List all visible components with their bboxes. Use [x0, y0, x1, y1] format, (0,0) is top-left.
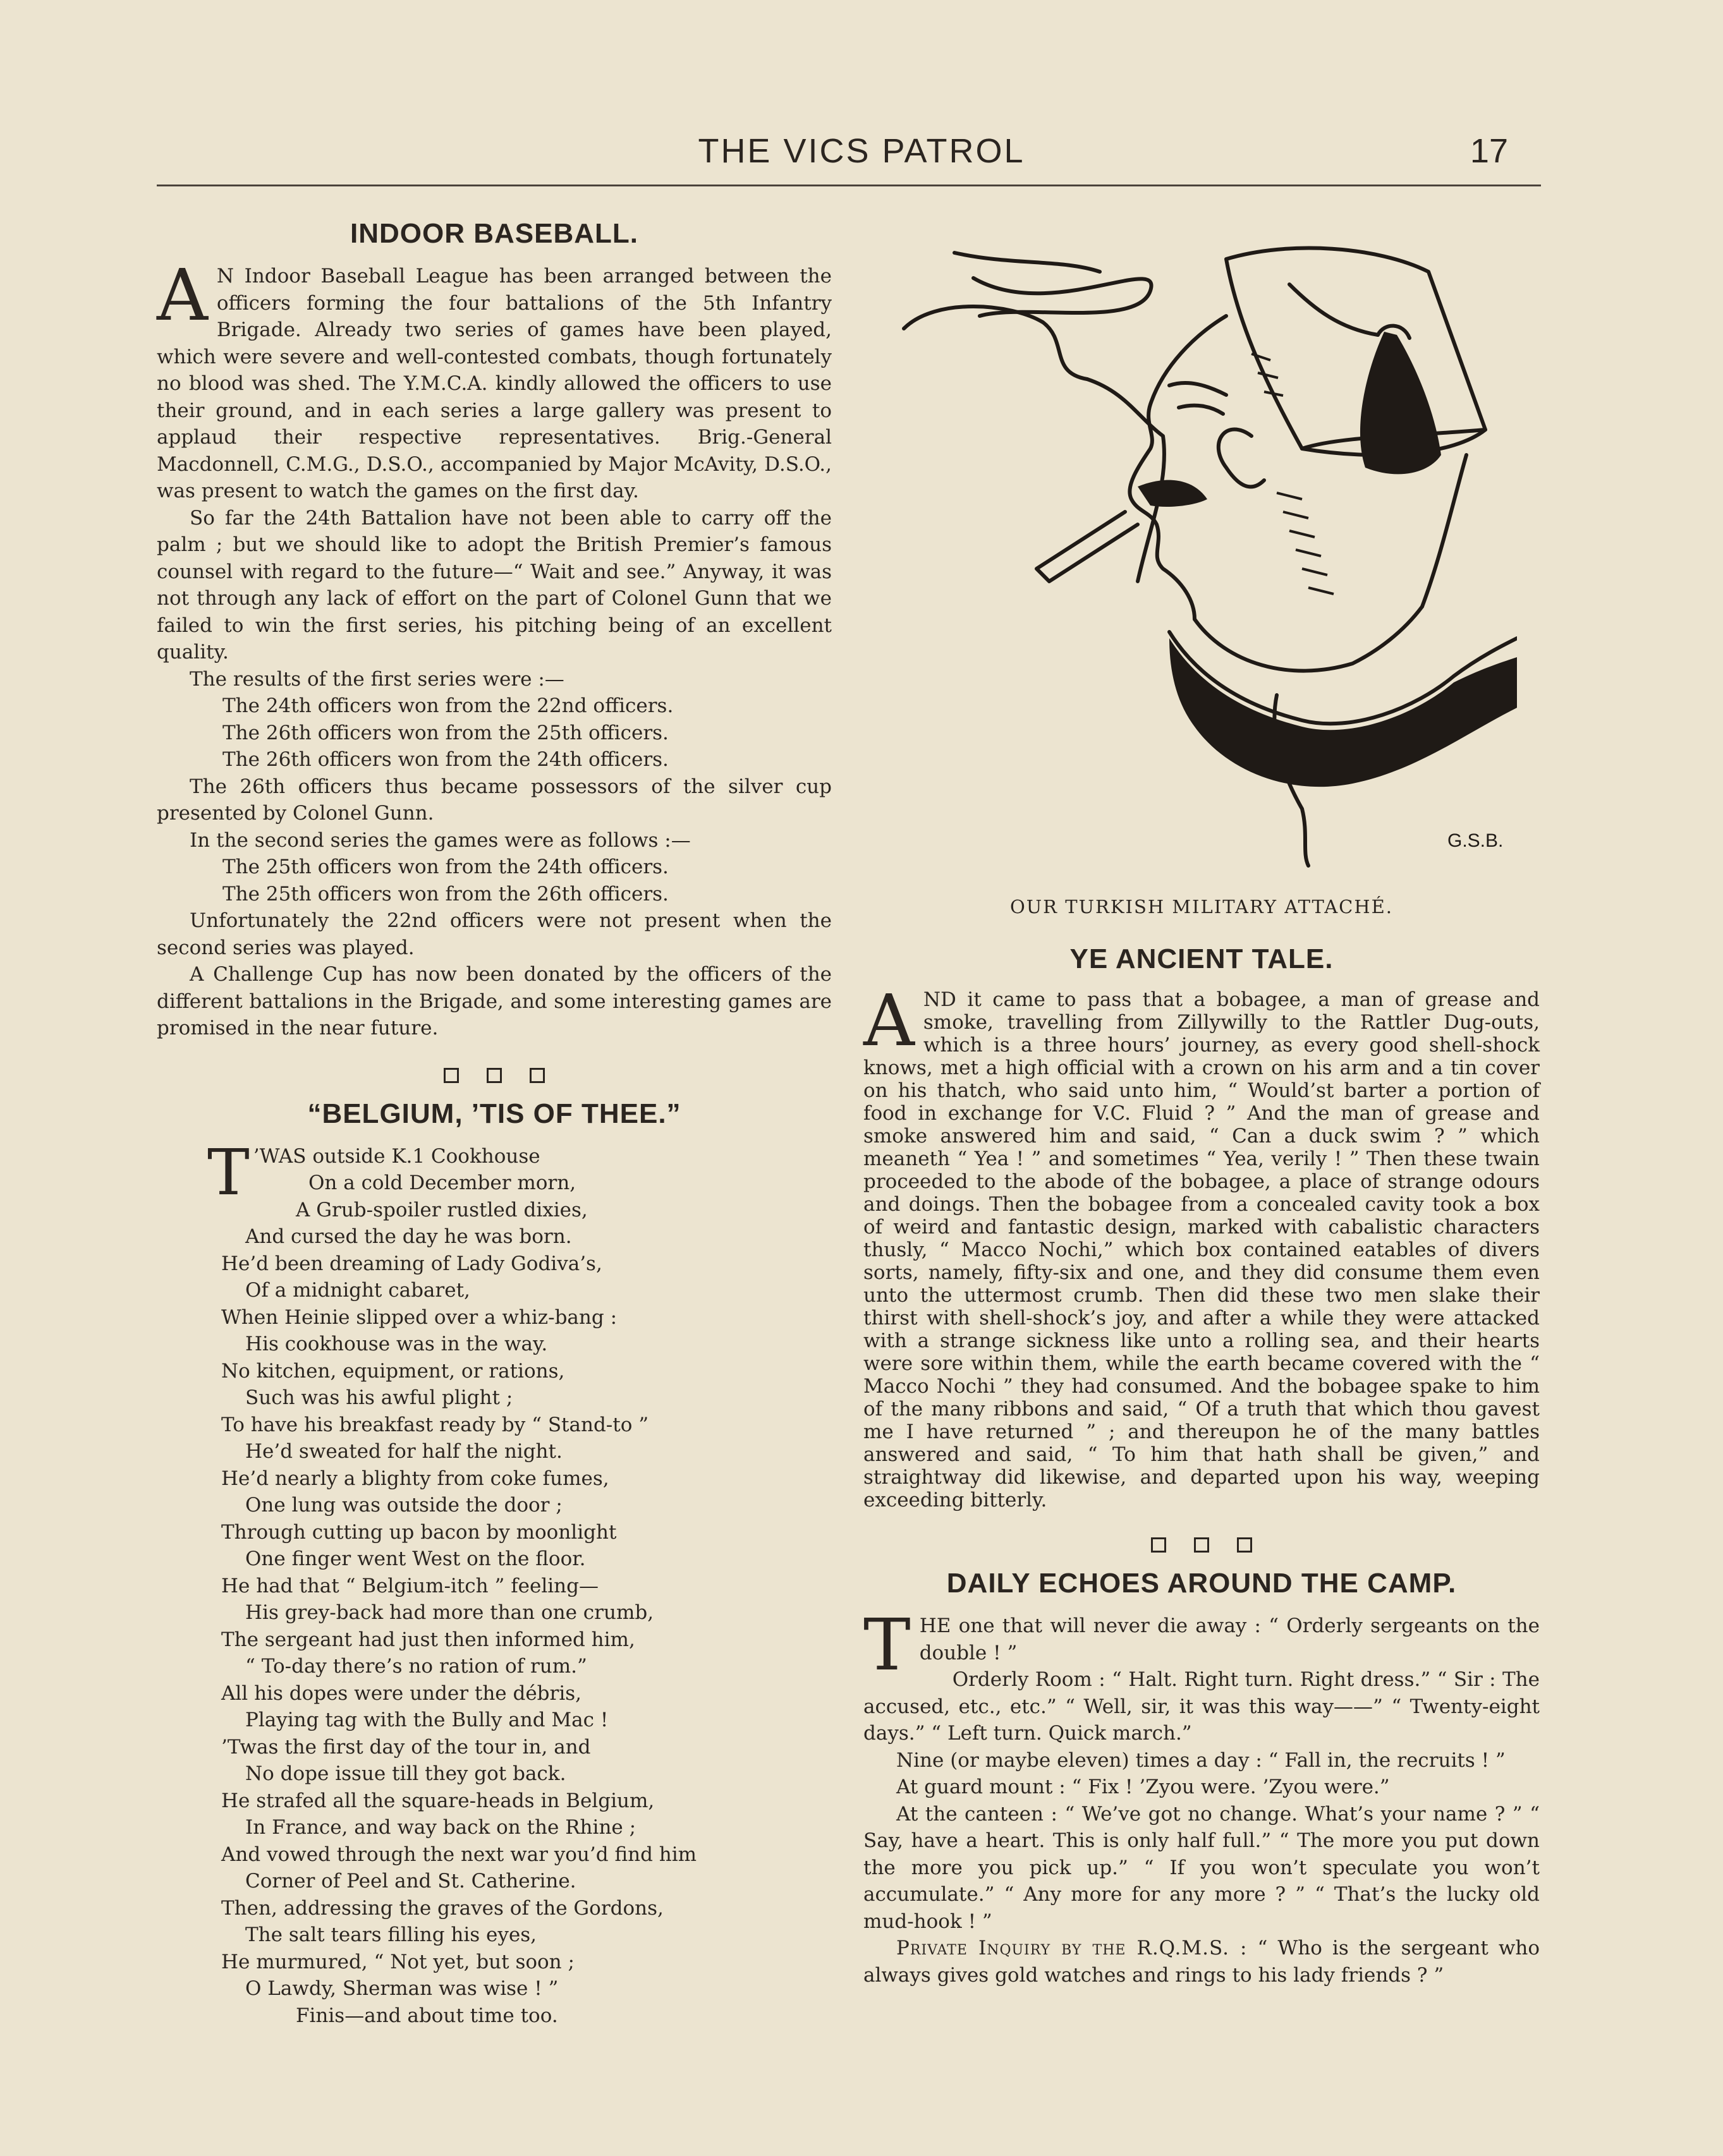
poem-line: He’d been dreaming of Lady Godiva’s,: [221, 1252, 602, 1275]
poem-line: All his dopes were under the débris,: [221, 1681, 582, 1705]
indoor-baseball-paragraph: Unfortunately the 22nd officers were not present when the second series was played.: [157, 909, 832, 959]
result-line: The 25th officers won from the 24th officers.: [222, 856, 669, 878]
right-column: [863, 942, 1540, 1989]
poem-line: Then, addressing the graves of the Gordons,: [221, 1896, 664, 1920]
belgium-poem-title: “BELGIUM, ’TIS OF THEE.”: [307, 1098, 681, 1129]
header-rule: [157, 185, 1541, 186]
poem-line: The salt tears filling his eyes,: [245, 1923, 537, 1946]
indoor-baseball-paragraph: The results of the first series were :—: [190, 667, 564, 691]
result-line: The 26th officers won from the 24th officers.: [222, 748, 669, 771]
section-separator: [157, 1063, 832, 1079]
poem-line: “ To-day there’s no ration of rum.”: [245, 1655, 587, 1678]
poem-line: His cookhouse was in the way.: [245, 1333, 548, 1355]
belgium-poem: [157, 1096, 832, 2030]
poem-line: To have his breakfast ready by “ Stand-to ”: [221, 1413, 649, 1436]
poem-line: ’ T WAS outside K.1 Cookhouse: [207, 1135, 540, 1209]
ancient-tale-article: [863, 942, 1540, 1511]
poem-line: His grey-back had more than one crumb,: [245, 1601, 654, 1624]
dropcap: T: [207, 1135, 250, 1209]
poem-line: Of a midnight cabaret,: [245, 1279, 470, 1302]
poem-line: And vowed through the next war you’d find him: [221, 1843, 697, 1866]
indoor-baseball-title: INDOOR BASEBALL.: [350, 218, 638, 249]
daily-echoes-paragraph: THE one that will never die away : “ Orderly sergeants on the double ! ”: [863, 1604, 1540, 1687]
result-line: The 25th officers won from the 26th officers.: [222, 882, 669, 905]
inquiry-label: Private Inquiry by the R.Q.M.S. :: [896, 1937, 1248, 1959]
poem-line: He strafed all the square-heads in Belgium,: [221, 1789, 655, 1812]
poem-line: ’Twas the first day of the tour in, and: [221, 1735, 591, 1759]
result-line: The 24th officers won from the 22nd officers.: [222, 694, 674, 717]
daily-echoes-title: DAILY ECHOES AROUND THE CAMP.: [946, 1568, 1457, 1599]
poem-line: Finis—and about time too.: [296, 2004, 558, 2027]
poem-line: On a cold December morn,: [308, 1172, 576, 1194]
indoor-baseball-paragraph: So far the 24th Battalion have not been able to carry off the palm ; but we should like to adopt the British Premier’s famous counsel with regard to the future—“ Wait and see.” Anyway, it was not through any lack of effort on the part of Colonel Gunn that we failed to win the first series, his pitching being of an excellent quality.: [157, 506, 832, 663]
poem-line: In France, and way back on the Rhine ;: [245, 1816, 636, 1839]
poem-line: Playing tag with the Bully and Mac !: [245, 1709, 609, 1731]
dropcap: A: [157, 255, 208, 337]
page-header-title: THE VICS PATROL: [698, 132, 1025, 170]
poem-line: O Lawdy, Sherman was wise ! ”: [245, 1977, 559, 2000]
indoor-baseball-paragraph: A Challenge Cup has now been donated by the officers of the different battalions in the Brigade, and some interesting games are promised in the near future.: [157, 963, 832, 1039]
poem-line: No dope issue till they got back.: [245, 1762, 566, 1785]
ancient-tale-paragraph: AND it came to pass that a bobagee, a man of grease and smoke, travelling from Zillywilly to the Rattler Dug-outs, which is a three hours’ journey, as every good shell-shock knows, met a high official with a crown on his arm and a tin cover on his thatch, who said unto him, “ Would’st barter a portion of food in exchange for V.C. Fluid ? ” And the man of grease and smoke answered him and said, “ Can a duck swim ? ” which meaneth “ Yea ! ” and sometimes “ Yea, verily ! ” Then these twain proceeded to the abode of the bobagee, a place of strange odours and doings. Then the bobagee from a concealed cavity took a box of weird and fantastic design, marked with cabalistic characters thusly, “ Macco Nochi,” which box contained eatables of divers sorts, namely, fifty-six and one, and they did consume them even unto the uttermost crumb. Then did these two men slake their thirst with shell-shock’s joy, and after a while they were attacked with a strange sickness like unto a rolling sea, and their hearts were sore within them, while the earth became covered with the “ Macco Nochi ” they had consumed. And the bobagee spake to him of the many ribbons and said, “ Of a truth that which thou gavest me I have returned ” ; and thereupon he of the many battles answered and said, “ To him that hath shall be given,” and straightway did likewise, and departed upon his way, weeping exceeding bitterly.: [863, 980, 1540, 1511]
poem-line: Through cutting up bacon by moonlight: [221, 1520, 617, 1544]
cartoon-signature: G.S.B.: [1447, 830, 1504, 851]
poem-line: One finger went West on the floor.: [245, 1547, 586, 1570]
poem-line: He had that “ Belgium-itch ” feeling—: [221, 1574, 599, 1597]
poem-line: One lung was outside the door ;: [245, 1494, 563, 1517]
poem-line: Such was his awful plight ;: [245, 1386, 513, 1409]
poem-line: He’d sweated for half the night.: [245, 1440, 563, 1463]
section-separator: [863, 1533, 1540, 1548]
indoor-baseball-paragraph: In the second series the games were as follows :—: [190, 828, 691, 852]
turkish-attache-cartoon: [898, 227, 1517, 872]
poem-line: No kitchen, equipment, or rations,: [221, 1359, 565, 1383]
daily-echoes-paragraph: At guard mount : “ Fix ! ’Zyou were. ’Zyou were.”: [896, 1776, 1390, 1798]
dropcap: T: [863, 1604, 911, 1687]
poem-line: A Grub-spoiler rustled dixies,: [296, 1198, 588, 1221]
result-line: The 26th officers won from the 25th officers.: [222, 721, 669, 744]
left-column: [157, 216, 832, 2029]
poem-line: The sergeant had just then informed him,: [221, 1628, 635, 1651]
poem-line: He murmured, “ Not yet, but soon ;: [221, 1950, 575, 1973]
indoor-baseball-article: [157, 216, 832, 1042]
indoor-baseball-paragraph: The 26th officers thus became possessors of the silver cup presented by Colonel Gunn.: [157, 775, 832, 825]
daily-echoes-paragraph: At the canteen : “ We’ve got no change. What’s your name ? ” “ Say, have a heart. This is only half full.” “ The more you put down the more you pick up.” “ If you won’t speculate you won’t accumulate.” “ Any more for any more ? ” “ That’s the lucky old mud-hook ! ”: [863, 1802, 1540, 1933]
daily-echoes-paragraph: Nine (or maybe eleven) times a day : “ Fall in, the recruits ! ”: [896, 1748, 1506, 1772]
ancient-tale-title: YE ANCIENT TALE.: [1069, 943, 1334, 974]
cartoon-caption: OUR TURKISH MILITARY ATTACHÉ.: [1009, 896, 1394, 918]
daily-echoes-article: [863, 1566, 1540, 1989]
page-number: 17: [1470, 132, 1508, 170]
indoor-baseball-paragraph: A N Indoor Baseball League has been arranged between the officers forming the four battalions of the 5th Infantry Brigade. Already two series of games have been played, which were severe and well-contested combats, though fortunately no blood was shed. The Y.M.C.A. kindly allowed the officers to use their ground, and in each series a large gallery was present to applaud their respective representatives. Brig.-General Macdonnell, C.M.G., D.S.O., accompanied by Major McAvity, D.S.O., was present to watch the games on the first day.: [157, 255, 832, 502]
poem-line: When Heinie slipped over a whiz-bang :: [221, 1305, 618, 1329]
dropcap: A: [863, 980, 915, 1062]
daily-echoes-paragraph: Private Inquiry by the R.Q.M.S. : “ Who is the sergeant who always gives gold watches and rings to his lady friends ? ”: [863, 1937, 1540, 1987]
poem-line: Corner of Peel and St. Catherine.: [245, 1870, 576, 1893]
poem-line: He’d nearly a blighty from coke fumes,: [221, 1467, 609, 1490]
daily-echoes-paragraph: Orderly Room : “ Halt. Right turn. Right dress.” “ Sir : The accused, etc., etc.” “ Well, sir, it was this way——” “ Twenty-eight days.” “ Left turn. Quick march.”: [863, 1668, 1540, 1745]
poem-line: And cursed the day he was born.: [245, 1225, 572, 1248]
